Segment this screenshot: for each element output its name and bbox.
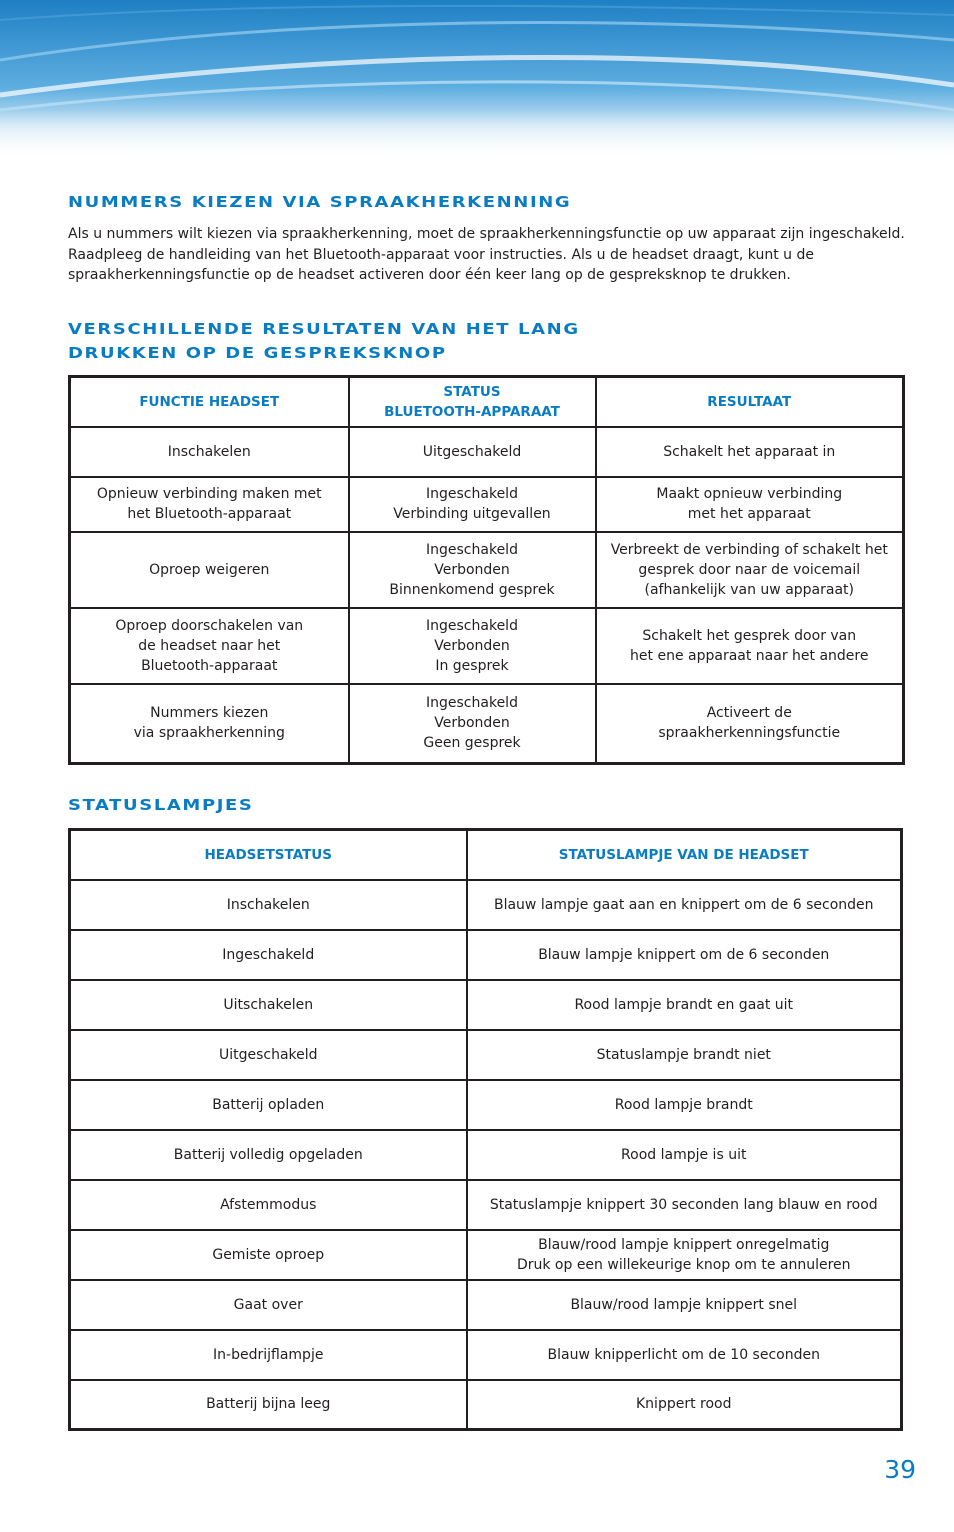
table-cell: Rood lampje brandt en gaat uit <box>467 980 902 1030</box>
table-cell: Ingeschakeld Verbonden Geen gesprek <box>349 684 596 764</box>
table-cell: Rood lampje brandt <box>467 1080 902 1130</box>
column-header: STATUSLAMPJE VAN DE HEADSET <box>467 830 902 880</box>
table-row <box>70 684 904 764</box>
table-cell: Ingeschakeld Verbonden In gesprek <box>349 608 596 684</box>
header-banner <box>0 0 954 160</box>
table-cell: Blauw lampje knippert om de 6 seconden <box>467 930 902 980</box>
column-header: HEADSETSTATUS <box>70 830 467 880</box>
table-row <box>70 477 904 532</box>
table-row <box>70 1230 902 1280</box>
table-cell: Batterij bijna leeg <box>70 1380 467 1430</box>
table-cell: Batterij volledig opgeladen <box>70 1130 467 1180</box>
table-cell: Schakelt het gesprek door van het ene apparaat naar het andere <box>596 608 904 684</box>
table-cell: Gemiste oproep <box>70 1230 467 1280</box>
table-cell: Statuslampje knippert 30 seconden lang blauw en rood <box>467 1180 902 1230</box>
table-cell: Oproep weigeren <box>70 532 349 608</box>
table-row <box>70 427 904 477</box>
table-row <box>70 1330 902 1380</box>
table-cell: Blauw/rood lampje knippert onregelmatig Druk op een willekeurige knop om te annuleren <box>467 1230 902 1280</box>
table-row <box>70 1380 902 1430</box>
table-cell: Oproep doorschakelen van de headset naar het Bluetooth-apparaat <box>70 608 349 684</box>
table-row <box>70 1280 902 1330</box>
table-cell: Rood lampje is uit <box>467 1130 902 1180</box>
table-cell: Schakelt het apparaat in <box>596 427 904 477</box>
column-header: RESULTAAT <box>596 377 904 427</box>
section-title-long-press-line2: DRUKKEN OP DE GESPREKSKNOP <box>68 344 447 363</box>
table-cell: Maakt opnieuw verbinding met het apparaat <box>596 477 904 532</box>
table-row <box>70 1080 902 1130</box>
table-cell: Batterij opladen <box>70 1080 467 1130</box>
table-cell: Inschakelen <box>70 427 349 477</box>
table-row <box>70 930 902 980</box>
table-row <box>70 880 902 930</box>
table-cell: In-bedrijflampje <box>70 1330 467 1380</box>
table-cell: Uitgeschakeld <box>349 427 596 477</box>
table-cell: Uitschakelen <box>70 980 467 1030</box>
status-lights-table <box>68 828 903 1431</box>
table-cell: Nummers kiezen via spraakherkenning <box>70 684 349 764</box>
table-cell: Ingeschakeld Verbinding uitgevallen <box>349 477 596 532</box>
table-row <box>70 1180 902 1230</box>
wave-banner-graphic <box>0 0 954 160</box>
column-header: STATUS BLUETOOTH-APPARAAT <box>349 377 596 427</box>
table-cell: Inschakelen <box>70 880 467 930</box>
table-header-row <box>70 377 904 427</box>
table-cell: Statuslampje brandt niet <box>467 1030 902 1080</box>
table-cell: Blauw lampje gaat aan en knippert om de 6 seconden <box>467 880 902 930</box>
table-cell: Ingeschakeld <box>70 930 467 980</box>
table-row <box>70 1130 902 1180</box>
table-row <box>70 1030 902 1080</box>
table-cell: Afstemmodus <box>70 1180 467 1230</box>
table-row <box>70 532 904 608</box>
table-cell: Knippert rood <box>467 1380 902 1430</box>
section-title-long-press-line1: VERSCHILLENDE RESULTATEN VAN HET LANG <box>68 320 580 339</box>
voice-dialing-paragraph: Als u nummers wilt kiezen via spraakherkenning, moet de spraakherkenningsfunctie op uw apparaat zijn ingeschakeld. Raadpleeg de handleiding van het Bluetooth-apparaat voor instructies. Als u de headset draagt, kunt u de spraakherkenningsfunctie op de headset activeren door één keer lang op de gespreksknop te drukken. <box>68 226 905 283</box>
table-cell: Opnieuw verbinding maken met het Bluetooth-apparaat <box>70 477 349 532</box>
column-header: FUNCTIE HEADSET <box>70 377 349 427</box>
table-cell: Uitgeschakeld <box>70 1030 467 1080</box>
section-title-voice-dialing: NUMMERS KIEZEN VIA SPRAAKHERKENNING <box>68 193 572 212</box>
table-cell: Blauw knipperlicht om de 10 seconden <box>467 1330 902 1380</box>
table-cell: Blauw/rood lampje knippert snel <box>467 1280 902 1330</box>
section-title-status-lights: STATUSLAMPJES <box>68 796 254 815</box>
table-header-row <box>70 830 902 880</box>
long-press-results-table <box>68 375 905 765</box>
table-cell: Ingeschakeld Verbonden Binnenkomend gesprek <box>349 532 596 608</box>
table-cell: Gaat over <box>70 1280 467 1330</box>
table-row <box>70 608 904 684</box>
table-row <box>70 980 902 1030</box>
page-number: 39 <box>884 1455 916 1484</box>
table-cell: Activeert de spraakherkenningsfunctie <box>596 684 904 764</box>
table-cell: Verbreekt de verbinding of schakelt het gesprek door naar de voicemail (afhankelijk van uw apparaat) <box>596 532 904 608</box>
